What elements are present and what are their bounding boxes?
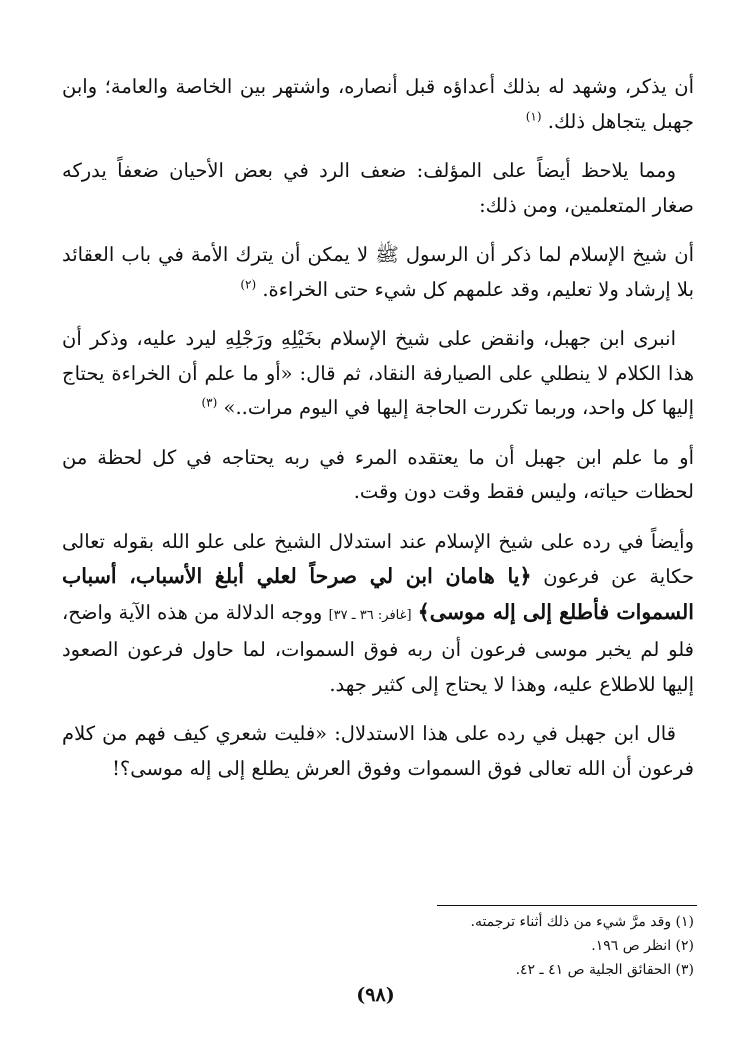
main-text [62, 70, 694, 801]
paragraph-1: أن يذكر، وشهد له بذلك أعداؤه قبل أنصاره، واشتهر بين الخاصة والعامة؛ وابن جهبل يتجاهل ذلك. $^{(١)}$ [62, 75, 694, 133]
paragraph-2: ومما يلاحظ أيضاً على المؤلف: ضعف الرد في بعض الأحيان ضعفاً يدركه صغار المتعلمين، ومن ذلك: [62, 159, 694, 217]
paragraph-4: انبرى ابن جهبل، وانقض على شيخ الإسلام بخَيْلِهِ ورَجْلِهِ ليرد عليه، وذكر أن هذا الكلام لا ينطلي على الصيارفة النقاد، ثم قال: «أو ما علم أن الخراءة يحتاج إليها كل واحد، وربما تكررت الحاجة إليها في اليوم مرات..» $^{(٣)}$ [62, 327, 694, 419]
page-number: (٩٨) [356, 984, 395, 1006]
quran-verse: ﴿يا هامان ابن لي صرحاً لعلي أبلغ الأسباب، أسباب السموات فأطلع إلى إله موسى﴾ [62, 564, 694, 624]
paragraph-6: وأيضاً في رده على شيخ الإسلام عند استدلال الشيخ على علو الله بقوله تعالى حكاية عن فرعون ﴿يا هامان ابن لي صرحاً لعلي أبلغ الأسباب، أسباب السموات فأطلع إلى إله موسى﴾ [غافر: ٣٦ ـ ٣٧] ووجه الدلالة من هذه الآية واضح، فلو لم يخبر موسى فرعون أن ربه فوق السموات، لما حاول فرعون الصعود إليها للاطلاع عليه، وهذا لا يحتاج إلى كثير جهد. [62, 529, 695, 696]
footnotes [62, 910, 694, 982]
footnote-ref-1: (١) [525, 109, 542, 123]
footnote-2: (٢) انظر ص ١٩٦. [591, 938, 694, 954]
paragraph-3: أن شيخ الإسلام لما ذكر أن الرسول ﷺ لا يمكن أن يترك الأمة في باب العقائد بلا إرشاد ولا تعليم، وقد علمهم كل شيء حتى الخراءة. $^{(٢)}$ [62, 243, 694, 301]
footnote-ref-2: (٢) [240, 277, 257, 291]
footnote-divider [437, 905, 697, 906]
footnote-ref-3: (٣) [201, 395, 218, 410]
footnote-1: (١) وقد مرَّ شيء من ذلك أثناء ترجمته. [470, 914, 694, 930]
verse-reference: [غافر: ٣٦ ـ ٣٧] [328, 607, 412, 623]
paragraph-7: قال ابن جهبل في رده على هذا الاستدلال: «فليت شعري كيف فهم من كلام فرعون أن الله تعالى فوق السموات وفوق العرش يطلع إلى إله موسى؟! [62, 722, 694, 780]
paragraph-5: أو ما علم ابن جهبل أن ما يعتقده المرء في ربه يحتاجه في كل لحظة من لحظات حياته، وليس فقط وقت دون وقت. [62, 445, 694, 503]
footnote-3: (٣) الحقائق الجلية ص ٤١ ـ ٤٢. [515, 962, 694, 978]
